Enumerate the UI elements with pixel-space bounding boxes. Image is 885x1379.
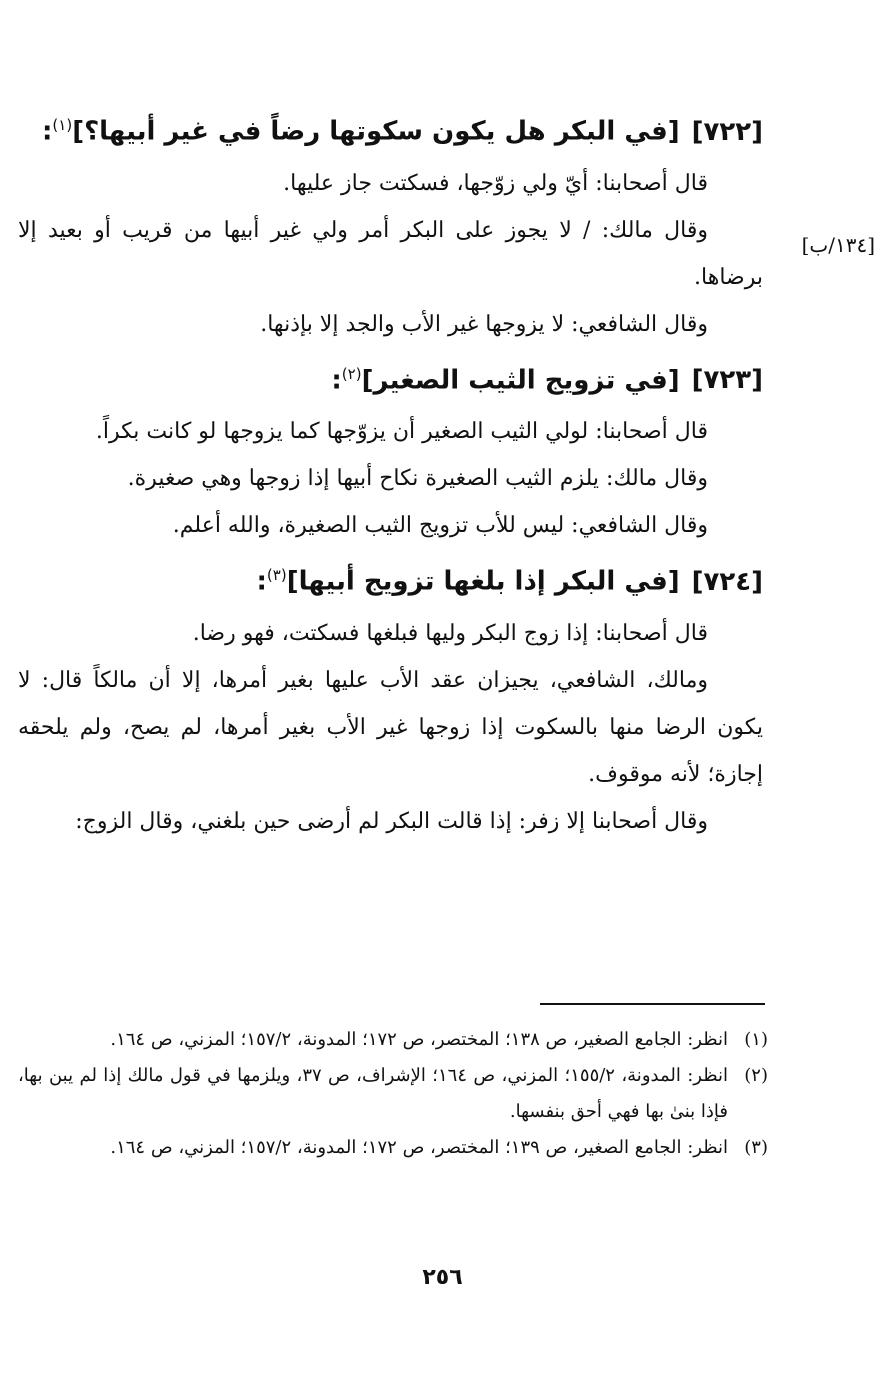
heading-colon: : [256, 566, 267, 597]
footnote-number: (٣) [744, 1137, 768, 1158]
footnote-ref: (٢) [341, 364, 362, 383]
heading-colon: : [42, 116, 53, 147]
paragraph: قال أصحابنا: أيّ ولي زوّجها، فسكتت جاز عليها. [283, 170, 708, 196]
footnote-ref: (٣) [266, 566, 287, 585]
section-title: [في البكر إذا بلغها تزويج أبيها] [286, 566, 680, 597]
section-title: [في تزويج الثيب الصغير] [361, 365, 680, 396]
footnote [18, 1058, 768, 1130]
section-number: [٧٢٢] [691, 116, 763, 147]
page-number: ٢٥٦ [422, 1265, 463, 1290]
footnote-number: (٢) [744, 1065, 768, 1086]
footnote-text: انظر: الجامع الصغير، ص ١٣٨؛ المختصر، ص ١٧٢؛ المدونة، ١٥٧/٢؛ المزني، ص ١٦٤. [110, 1029, 728, 1050]
footnote-separator [540, 1003, 765, 1005]
paragraph: قال أصحابنا: إذا زوج البكر وليها فبلغها فسكتت، فهو رضا. [192, 620, 708, 646]
paragraph: وقال الشافعي: لا يزوجها غير الأب والجد إلا بإذنها. [260, 311, 708, 337]
paragraph: وقال مالك: يلزم الثيب الصغيرة نكاح أبيها إذا زوجها وهي صغيرة. [127, 466, 708, 492]
footnote [18, 1130, 768, 1166]
footnote-ref: (١) [52, 116, 73, 134]
section-title: [في البكر هل يكون سكوتها رضاً في غير أبيها؟] [72, 116, 680, 147]
margin-folio-note: [١٣٤/ب] [801, 233, 875, 257]
paragraph: ومالك، الشافعي، يجيزان عقد الأب عليها بغير أمرها، إلا أن مالكاً قال: لا يكون الرضا منها بالسكوت إذا زوجها غير الأب بغير أمرها، لم يصح، ولم يلحقه إجازة؛ لأنه موقوف. [18, 667, 763, 787]
section-heading-724 [18, 555, 763, 602]
section-number: [٧٢٣] [691, 365, 763, 396]
paragraph: وقال مالك: / لا يجوز على البكر أمر ولي غير أبيها من قريب أو بعيد إلا برضاها. [18, 217, 763, 290]
section-number: [٧٢٤] [691, 566, 763, 597]
footnote [18, 1022, 768, 1058]
heading-colon: : [331, 365, 342, 396]
footnotes [18, 1022, 768, 1166]
footnote-text: انظر: المدونة، ١٥٥/٢؛ المزني، ص ١٦٤؛ الإشراف، ص ٣٧، ويلزمها في قول مالك إذا لم يبن بها، فإذا بنىٰ بها فهي أحق بنفسها. [18, 1065, 728, 1122]
page-body [18, 105, 763, 845]
paragraph: وقال الشافعي: ليس للأب تزويج الثيب الصغيرة، والله أعلم. [172, 513, 708, 539]
paragraph: وقال أصحابنا إلا زفر: إذا قالت البكر لم أرضى حين بلغني، وقال الزوج: [75, 808, 708, 834]
section-heading-722 [18, 105, 763, 152]
footnote-text: انظر: الجامع الصغير، ص ١٣٩؛ المختصر، ص ١٧٢؛ المدونة، ١٥٧/٢؛ المزني، ص ١٦٤. [110, 1137, 728, 1158]
footnote-number: (١) [744, 1029, 768, 1050]
section-heading-723 [18, 354, 763, 401]
paragraph: قال أصحابنا: لولي الثيب الصغير أن يزوّجها كما يزوجها لو كانت بكراً. [95, 419, 708, 445]
